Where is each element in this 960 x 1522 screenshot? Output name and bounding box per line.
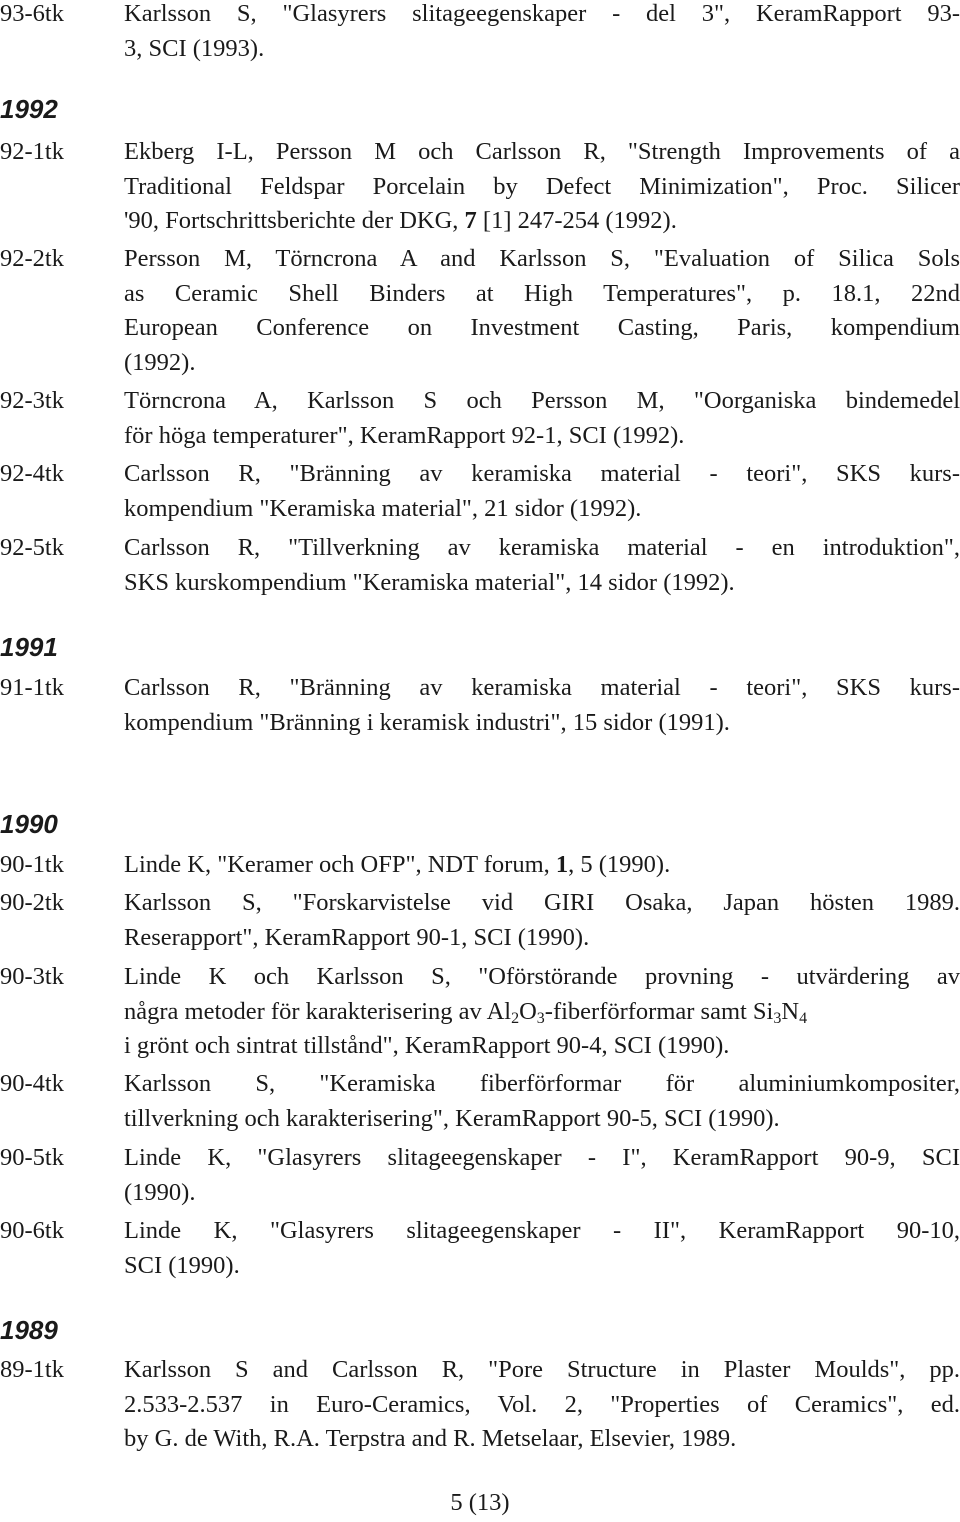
reference-text: Linde K, "Glasyrers slitageegenskaper - I", KeramRapport 90-9, SCI (1990).	[124, 1144, 960, 1206]
reference-code: 90-5tk	[0, 1144, 64, 1171]
reference-text: Ekberg I-L, Persson M och Carlsson R, "Strength Improvements of a Traditional Feldspar Porcelain by Defect Minimization", Proc. Silicer '90, Fortschrittsberichte der DKG, 7 [1] 247-254 (1992).	[124, 138, 960, 234]
year-heading: 1991	[0, 632, 58, 662]
year-heading: 1990	[0, 809, 58, 839]
reference-code: 92-2tk	[0, 245, 64, 272]
reference-code: 92-4tk	[0, 460, 64, 487]
reference-text: Linde K, "Glasyrers slitageegenskaper - II", KeramRapport 90-10, SCI (1990).	[124, 1217, 960, 1279]
reference-code: 92-5tk	[0, 534, 64, 561]
reference-code: 90-4tk	[0, 1070, 64, 1097]
reference-code: 89-1tk	[0, 1356, 64, 1383]
reference-code: 92-1tk	[0, 138, 64, 165]
reference-text: Carlsson R, "Tillverkning av keramiska material - en introduktion", SKS kurskompendium "Keramiska material", 14 sidor (1992).	[124, 534, 960, 596]
reference-text: Persson M, Törncrona A and Karlsson S, "Evaluation of Silica Sols as Ceramic Shell Binders at High Temperatures", p. 18.1, 22nd European Conference on Investment Casting, Paris, kompendium (1992).	[124, 245, 960, 376]
reference-text: Linde K och Karlsson S, "Oförstörande provning - utvärdering av några metoder för karakterisering av $Al_2O_3$-fiberförformar samt $Si_3N_4$ i grönt och sintrat tillstånd", KeramRapport 90-4, SCI (1990).	[124, 963, 960, 1059]
reference-code: 90-1tk	[0, 851, 64, 878]
reference-text: Carlsson R, "Bränning av keramiska material - teori", SKS kurs- kompendium "Bränning i keramisk industri", 15 sidor (1991).	[124, 674, 960, 736]
reference-text: Karlsson S, "Glasyrers slitageegenskaper - del 3", KeramRapport 93- 3, SCI (1993).	[124, 0, 960, 62]
reference-text: Karlsson S, "Keramiska fiberförformar för aluminiumkompositer, tillverkning och karakterisering", KeramRapport 90-5, SCI (1990).	[124, 1070, 960, 1132]
reference-text: Karlsson S, "Forskarvistelse vid GIRI Osaka, Japan hösten 1989. Reserapport", KeramRapport 90-1, SCI (1990).	[124, 889, 960, 951]
reference-text: Carlsson R, "Bränning av keramiska material - teori", SKS kurs- kompendium "Keramiska material", 21 sidor (1992).	[124, 460, 960, 522]
reference-code: 92-3tk	[0, 387, 64, 414]
reference-code: 93-6tk	[0, 0, 64, 27]
year-heading: 1992	[0, 94, 58, 124]
reference-code: 91-1tk	[0, 674, 64, 701]
year-heading: 1989	[0, 1315, 58, 1345]
reference-text: Linde K, "Keramer och OFP", NDT forum, 1, 5 (1990).	[124, 851, 671, 878]
reference-code: 90-6tk	[0, 1217, 64, 1244]
reference-text: Törncrona A, Karlsson S och Persson M, "Oorganiska bindemedel för höga temperaturer", KeramRapport 92-1, SCI (1992).	[124, 387, 960, 449]
reference-code: 90-2tk	[0, 889, 64, 916]
page-number: 5 (13)	[450, 1489, 510, 1516]
reference-text: Karlsson S and Carlsson R, "Pore Structure in Plaster Moulds", pp. 2.533-2.537 in Euro-Ceramics, Vol. 2, "Properties of Ceramics", ed. by G. de With, R.A. Terpstra and R. Metselaar, Elsevier, 1989.	[124, 1356, 960, 1452]
reference-code: 90-3tk	[0, 963, 64, 990]
